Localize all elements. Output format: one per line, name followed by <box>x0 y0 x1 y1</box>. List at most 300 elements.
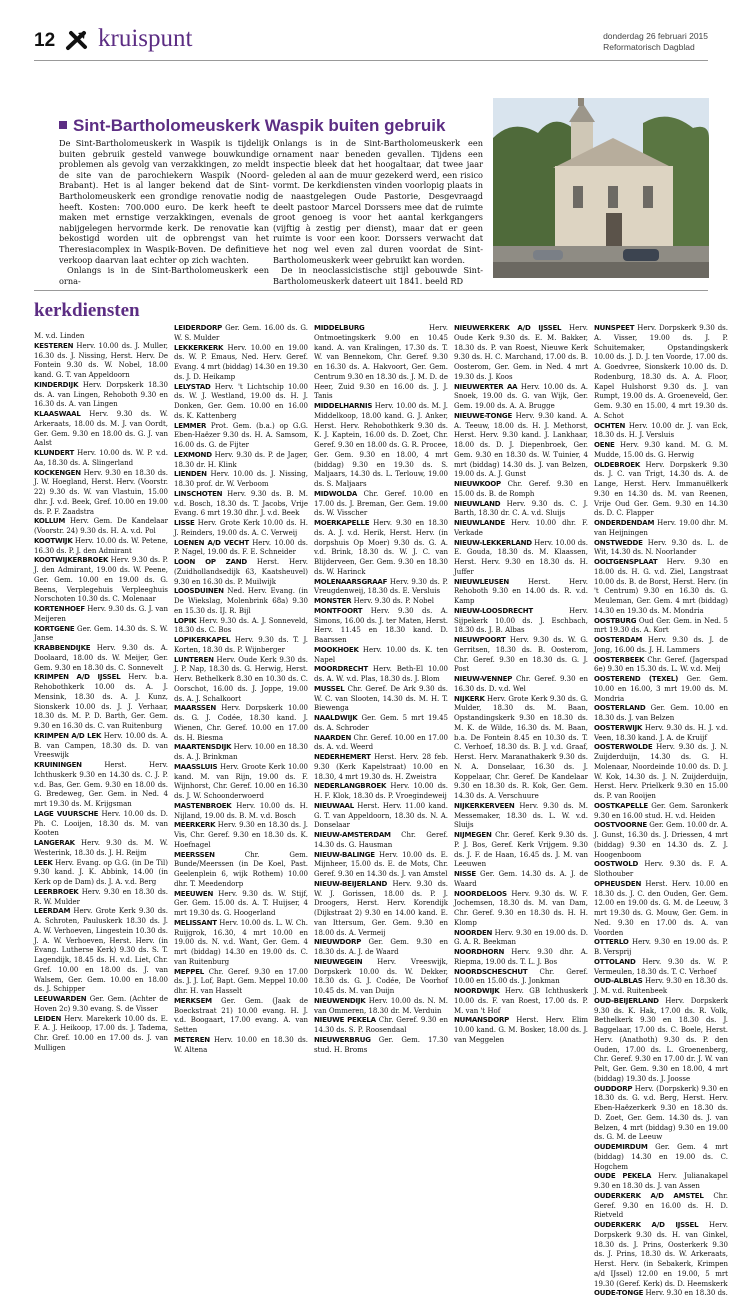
listing-place: MONSTER <box>314 597 352 605</box>
listing-place: MIDWOLDA <box>314 489 358 498</box>
listing-entry <box>454 383 588 412</box>
listing-services: Herv. Dorpskerk 9.30 ds. J. C. van Trigt, 14.30 ds. A. de Lange, Herst. Herv. Immanuëlkerk 9.30 en 14.30 ds. M. van Reenen, Vrije Oud Ger. Gem. 9.30 en 14.30 ds. D. C. Flapper <box>594 460 728 518</box>
listing-entry <box>594 704 728 724</box>
listing-place: LOON OP ZAND <box>174 558 248 566</box>
listing-place: NIEUWDORP <box>314 938 362 947</box>
listing-place: MEPPEL <box>174 967 205 976</box>
listing-place: OLDEBROEK <box>594 460 641 469</box>
article-last-text: De in neoclassicistische stijl gebouwde Sint-Bartholomeuskerk dateert uit 1841. <box>273 265 483 286</box>
listing-place: MEEUWEN <box>174 889 214 898</box>
listing-place: LINSCHOTEN <box>174 489 223 498</box>
listing-entry <box>314 782 448 802</box>
listing-services: Ger. Gem. 17.30 stud. H. Broms <box>314 1035 448 1054</box>
listing-services: Herst. Herv. (Zuidhollandsedijk 63, Kaatsheuvel) 9.30 en 16.30 ds. P. Muilwijk <box>174 558 308 586</box>
listing-entry <box>594 422 728 442</box>
listing-entry <box>174 997 308 1036</box>
listing-services: Herv. Oude Kerk 9.30 ds. E. M. Bakker, 18.30 ds. P. van Roest, Nieuwe Kerk 9.30 ds. H. C. Marchand, 17.00 ds. B. Oosterom, Ger. Gem. in Ned. 4 mrt 19.30 ds. J. Koos <box>454 324 588 381</box>
listing-place: LEERBROEK <box>34 887 79 896</box>
listing-services: Herv. Evang. op G.G. (in De Til) 9.30 kand. J. K. Abbink, 14.00 (in Kerk op de Dam) ds. J. A. v.d. Berg <box>34 858 168 886</box>
listing-services: Herv. 9.30 en 19.00 ds. P. B. Versprij <box>594 938 728 956</box>
listing-place: LIENDEN <box>174 470 207 479</box>
listing-place: NIJMEGEN <box>454 831 492 839</box>
listing-place: LEERDAM <box>34 907 71 916</box>
listing-services: Herv. Dorpskerk 9.30 ds. A. Visser, 19.00 ds. J. P. Schuitemaker, Opstandingskerk 10.00 ds. J. D. J. ten Voorde, 17.00 ds. A. Goedvree, Sionskerk 10.00 ds. D. Rodenburg, 18.30 ds. A. A. Floor, Kapel Hulshorst 9.30 ds. J. van Rumpt, 19.00 ds. A. Groeneveld, Ger. Gem. 9.30 en 15.00, 4 mrt 19.30 ds. A. Schot <box>594 324 728 420</box>
listing-services: Chr. Geref. Kerk 9.30 ds. P. J. Bos, Geref. Kerk Vrijgem. 9.30 ds. J. F. de Haan, 16.45 ds. J. M. van Leeuwen <box>454 831 588 869</box>
listing-place: ONSTWEDDE <box>594 538 643 547</box>
listing-entry <box>594 724 728 744</box>
listing-place: OENE <box>594 441 615 449</box>
listing-services: Ger. Gem. Saronkerk 9.30 en 16.00 stud. H. v.d. Heiden <box>594 801 728 820</box>
listing-place: LOENEN A/D VECHT <box>174 538 249 547</box>
listing-entry <box>174 383 308 422</box>
listing-entry <box>314 802 448 831</box>
listing-services: Herst. Herv. 11.00 kand. G. T. van Appeldoorn, 18.30 ds. N. A. Donselaar <box>314 801 448 830</box>
listing-place: OUDEMIRDUM <box>594 1143 648 1151</box>
listing-place: NIEUW-BEIJERLAND <box>314 879 388 888</box>
listing-entry <box>454 802 588 831</box>
listing-place: KRIMPEN A/D LEK <box>34 731 102 740</box>
listing-entry <box>314 734 448 754</box>
listing-services: Herv. 10.00 en 18.30 ds. A. J. Brinkman <box>174 743 308 761</box>
listing-services: Herv. (Dorpskerk) 9.30 en 18.30 ds. G. v.d. Berg, Herst. Herv. Eben-Haëzerkerk 9.30 en 18.30 ds. D. Zoet, Ger. Gem. 14.30 ds. J. van Belzen, 4 mrt (biddag) 9.30 en 19.00 ds. G. M. de Leeuw <box>594 1084 728 1142</box>
listing-place: KINDERDIJK <box>34 380 79 389</box>
listing-entry <box>174 470 308 490</box>
listing-entry <box>174 919 308 968</box>
listing-place: LEIDEN <box>34 1014 62 1023</box>
listing-entry <box>314 685 448 714</box>
listing-entry <box>454 578 588 607</box>
listing-place: NIEUW-VENNEP <box>454 675 513 683</box>
header-meta <box>603 31 708 53</box>
listing-entry <box>314 997 448 1017</box>
listing-services: Chr. Geref. De Ark 9.30 ds. W. C. van Slooten, 14.30 ds. M. H. T. Biewenga <box>314 684 448 713</box>
listing-entry <box>594 558 728 617</box>
listing-place: OOSTEREND (TEXEL) <box>594 675 679 683</box>
listing-services: Ger. Gem. 10.00 dr. A. J. Gunst, 16.30 ds. J. Driessen, 4 mrt (biddag) 9.30 en 14.30 ds. Z. J. Hoogenboom <box>594 821 728 859</box>
listing-place: KRIMPEN A/D IJSSEL <box>34 673 121 682</box>
listing-services: Chr. Geref. 14.30 ds. G. Hausman <box>314 831 448 849</box>
listing-entry <box>314 1016 448 1036</box>
listing-entry <box>34 556 168 605</box>
listing-place: NOORDEN <box>454 928 493 937</box>
listing-place: LEIDERDORP <box>174 324 223 332</box>
listing-services: Herv. 9.30 ds. A. J. Sonneveld, 18.30 ds. C. Bos <box>174 616 308 635</box>
listing-services: Herv. Grote Kerk 9.30 ds. A. Schroten, Pauluskerk 18.30 ds. J. A. W. Verhoeven, Lingestein 10.30 ds. J. A. W. Verhoeven, Herst. Herv. (in Evang. Lutherse Kerk) 9.30 ds. S. T. Lagendijk, 18.45 ds. H. v.d. Liet, Chr. Gref. 10.00 en 18.00 ds. J. van Walsem, Ger. Gem. 10.00 en 18.00 ds. J. Schipper <box>34 907 168 994</box>
listing-services: Herv. 9.30 kand. M. G. M. Mudde, 15.00 ds. G. Herwig <box>594 441 728 459</box>
listing-place: MIDDELHARNIS <box>314 402 373 410</box>
listing-place: MIDDELBURG <box>314 324 365 332</box>
listing-services: Herv. 10.00 ds. L. W. Ch. Ruijgrok, 16.30, 4 mrt 10.00 en 19.00 ds. N. v.d. Want, Ger. Gem. 4 mrt (biddag) 14.30 en 19.00 ds. C. van Ruitenburg <box>174 918 308 966</box>
article-paragraph: Onlangs is in de Sint-Bartholomeuskerk een ornament naar beneden gevallen. Tijdens een inspectie bleek dat het hoogaltaar, dat twee jaar geleden al aan de muur gezekerd werd, een risico vormt. De kerkdiensten vinden voorlopig plaats in de naastgelegen Oude Pastorie, Desgevraagd deelt pastoor Marcel Dorssers mee dat de ruimte groot genoeg is voor het aantal kerkgangers (vijftig à zestig per dienst), maar dat er geen ruimte is voor een koor. Dorssers verwacht dat het nog wel even zal duren voordat de Sint-Bartholomeuskerk weer gebruikt kan worden. <box>273 138 483 265</box>
listing-place: NISSE <box>454 870 477 878</box>
listing-place: LANGERAK <box>34 839 75 847</box>
listing-place: LEEK <box>34 858 53 867</box>
listing-services: Herv. 10.00 ds. K. ten Napel <box>314 645 448 664</box>
listing-entry <box>34 888 168 908</box>
listing-place: OTTERLO <box>594 938 629 947</box>
listing-place: NAALDWIJK <box>314 714 358 722</box>
listing-place: MONTFOORT <box>314 606 363 615</box>
listing-services: Herv. Gem. De Kandelaar (Voorstr. 24) 9.30 ds. H. A. v.d. Pol <box>34 517 168 535</box>
listing-place: METEREN <box>174 1035 210 1044</box>
section-name: kruispunt <box>98 25 193 52</box>
listing-services: Ger. Gem. 4 mrt (biddag) 14.30 en 19.00 ds. C. Hogchem <box>594 1143 728 1171</box>
listing-place: OOSTERDAM <box>594 636 643 644</box>
listing-entry <box>454 412 588 480</box>
listing-services: Herv. Grote Kerk 9.30 ds. G. Mulder, 18.30 ds. M. Baan, Opstandingskerk 9.30 en 18.30 ds. M. K. de Wilde, 16.30 ds. M. Baan, b.a. De Fontein 8.45 en 10.30 ds. T. C. Verhoef, 18.30 ds. B. J. v.d. Graaf, Herst. Herv. Maranathakerk 9.30 ds. N. A. Donselaar, 16.30 ds. J. Koppelaar, Chr. Geref. De Kandelaar 9.30 en 18.30 ds. R. Kok, Ger. Gem. 14.30 ds. A. Verschuure <box>454 694 588 800</box>
listing-services: Ger. Gem. 10.00 en 16.00, 3 mrt 19.00 ds. M. Mondria <box>594 675 728 703</box>
article-title-text: Sint-Bartholomeuskerk Waspik buiten gebruik <box>73 116 446 135</box>
listing-entry <box>174 324 308 344</box>
listing-entry <box>594 1221 728 1289</box>
listing-entry <box>594 802 728 822</box>
listing-entry <box>454 675 588 695</box>
listing-services: Herv. 9.30 ds. L. de Wit, 14.30 ds. N. Noorlander <box>594 538 728 557</box>
listing-place: NIEUWEGEIN <box>314 957 363 966</box>
listing-entry <box>174 587 308 616</box>
listing-entry <box>174 743 308 763</box>
listing-services: Herv. 9.30 en 18.30 ds. J. M. v.d. Ruitenbeek <box>594 977 728 995</box>
listing-services: Herv. 10.00 ds. H. F. Klok, 18.30 ds. P. Vroegindeweij <box>314 782 448 800</box>
listing-entry <box>454 636 588 675</box>
listing-entry <box>174 656 308 705</box>
listing-services: Ger. Gem. 10.00 en 18.30 ds. J. van Belzen <box>594 704 728 722</box>
listing-place: OOSTERWIJK <box>594 723 643 732</box>
listing-entry <box>314 831 448 851</box>
listing-place: MAASSLUIS <box>174 762 218 771</box>
listing-services: Chr. Geref. 10.00 en 17.00 ds. A. v.d. Weerd <box>314 733 448 752</box>
listing-services: Herv. 9.30 ds. W. Stijf, Ger. Gem. 15.00 ds. A. T. Huijser, 4 mrt 19.30 ds. G. Hoogerland <box>174 889 308 917</box>
listing-entry <box>34 625 168 645</box>
listing-place: OOSTKAPELLE <box>594 801 648 810</box>
listing-services: Herv. 19.00 dhr. M. van Heijningen <box>594 519 728 537</box>
listing-entry <box>454 890 588 929</box>
listing-services: Herv. 10.00 en 18.30 ds. W. Altena <box>174 1035 308 1054</box>
listing-place: OUDDORP <box>594 1084 633 1093</box>
kruispunt-logo-icon <box>66 30 88 50</box>
article-column-1 <box>59 138 269 286</box>
listing-entry <box>34 605 168 625</box>
listing-entry <box>34 839 168 859</box>
listing-services: Herv. 9.30 ds. C. J. Barth, 18.30 dr. C. A. v.d. Sluijs <box>454 499 588 518</box>
listing-place: NOORDELOOS <box>454 889 507 898</box>
listing-place: OOSTBURG <box>594 616 637 625</box>
listing-services: Herst. Herv. 10.00 en 18.30 ds. J. C. den Ouden, Ger. Gem. 12.00 en 19.00 ds. G. M. de Leeuw, 3 mrt 19.30 ds. G. Mouw, Ger. Gem. in Ned. 9.30 en 17.00 ds. A. van Voorden <box>594 879 728 937</box>
article-paragraph-last <box>273 265 483 286</box>
listing-column-1 <box>34 324 168 1060</box>
listing-services: Herv. 9.30 dhr. A. Riepma, 19.00 ds. T. L. J. Bos <box>454 948 588 966</box>
listing-entry <box>454 1016 588 1045</box>
listing-services: Herv. 10.00 ds. E. Mijnheer, 15.00 ds. E. de Mots, Chr. Geref. 9.30 en 14.30 ds. J. van Amstel <box>314 850 448 878</box>
listing-place: KLAASWAAL <box>34 410 81 418</box>
listing-services: Herv. 10.00 ds. A. B. van Campen, 18.30 ds. D. van Vreeswijk <box>34 731 168 760</box>
listing-place: LEMMER <box>174 421 207 430</box>
listing-services: Herv. 9.30 en 18.30 ds. J. W. Hoegland, Herst. Herv. (Voorstr. 22) 9.30 ds. W. van Vlastuin, 15.00 dhr. J. v.d. Beek, Gref. 10.00 en 19.00 ds. P. F. Zaadstra <box>34 468 168 516</box>
listing-entry <box>454 929 588 949</box>
listing-services: Herv. 9.30 ds. A. Simons, 16.00 ds. J. ter Maten, Herst. Herv. 11.45 en 18.30 kand. D. Baarssen <box>314 606 448 644</box>
listing-entry <box>174 617 308 637</box>
listing-entry <box>34 449 168 469</box>
listing-place: ONDERDENDAM <box>594 519 655 527</box>
listing-entry <box>314 607 448 646</box>
listing-place: LELYSTAD <box>174 382 211 391</box>
listing-entry <box>174 636 308 656</box>
listing-place: OTTOLAND <box>594 957 636 966</box>
listing-place: MERKSEM <box>174 996 212 1005</box>
listing-entry <box>454 324 588 383</box>
listing-entry <box>174 821 308 850</box>
listing-services: Herv. 10.00 ds. H. Nijland, 19.00 ds. B. M. v.d. Bosch <box>174 801 308 820</box>
listing-place: OUDE-TONGE <box>594 1289 644 1298</box>
listing-services: Ger. Gem. 14.30 ds. S. W. Janse <box>34 624 168 643</box>
listing-entry <box>314 597 448 607</box>
listing-services: Herv. Dorpskerk 9.30 ds. K. Hak, 17.00 ds. R. Volk, Bethelkerk 9.30 en 18.30 ds. J. Baggelaar, 17.00 ds. C. Boele, Herst. Herv. (Anathoth) 9.30 ds. P. den Ouden, 17.00 ds. L. Groenenberg, Chr. Geref. 9.30 en 17.00 dr. J. W. van Pelt, Ger. Gem. 9.30 en 18.00, 4 mrt (biddag) 19.30 ds. J. Joosse <box>594 996 728 1083</box>
listing-entry <box>594 656 728 676</box>
listing-services: Herv. 9.30 ds. P. de Jager, 18.30 dr. H. Klink <box>174 450 308 469</box>
listing-services: Herv. Dorpskerk 18.30 ds. A. van Lingen, Rehoboth 9.30 en 16.30 ds. A. van Lingen <box>34 380 168 409</box>
listing-services: Herv. 9.30 ds. G. J. van Meijeren <box>34 605 168 623</box>
listing-entry <box>174 802 308 822</box>
listing-services: Oud Ger. Gem. in Ned. 5 mrt 19.30 ds. A. Kort <box>594 616 728 635</box>
listing-place: MAARSSEN <box>174 704 216 713</box>
listing-entry <box>34 644 168 673</box>
listing-entry <box>34 761 168 810</box>
listing-services: Herv. 10.00 ds. E. Gouda, 18.30 ds. M. Klaassen, Herst. Herv. 9.30 en 18.30 ds. H. Juffer <box>454 538 588 576</box>
listing-place: MUSSEL <box>314 684 345 693</box>
listing-services: Herv. 9.30 en 18.00 ds. H. G. v.d. Ziel, Langstraat 10.00 ds. B. de Borst, Herst. Herv. (in 't Centrum) 9.30 en 16.30 ds. G. Meuleman, Ger. Gem. 4 mrt (biddag) 14.30 en 19.30 ds. M. Mondria <box>594 558 728 615</box>
listing-place: NIEUWLEUSEN <box>454 577 510 586</box>
listing-services: Herst. Herv. 28 feb. 9.30 (Kerk Kapelstraat) 10.00 en 18.30, 4 mrt 19.30 ds. H. Zweistra <box>314 753 448 781</box>
listing-services: Herv. GB Ichthuskerk 10.00 ds. F. van Roest, 17.00 ds. P. M. van 't Hof <box>454 987 588 1015</box>
listings-title: kerkdiensten <box>34 300 140 321</box>
listing-place: MAARTENSDIJK <box>174 743 232 752</box>
listing-place: LUNTEREN <box>174 655 214 664</box>
listing-entry <box>454 870 588 890</box>
listing-column-4 <box>454 324 588 1060</box>
listing-entry <box>314 490 448 519</box>
listing-services: Herv. 9.30 ds. W. P. Vermeulen, 18.30 ds. T. C. Verhoef <box>594 957 728 976</box>
listing-place: NIEUW-LEKKERLAND <box>454 538 532 547</box>
listing-entry <box>314 938 448 958</box>
listing-place: NIEUW-BALINGE <box>314 850 375 859</box>
listing-place: NOORDHORN <box>454 948 505 956</box>
listing-services: Herv. 10.00 en 19.00 ds. W. P. Emaus, Ned. Herv. Geref. Evang. 4 mrt (biddag) 14.30 en 19.30 ds. J. D. Heikamp <box>174 343 308 381</box>
listing-services: Herv. Vreeswijk, Dorpskerk 10.00 ds. W. Dekker, 18.30 ds. G. J. Codée, De Voorhof 10.45 ds. M. van Duijn <box>314 957 448 995</box>
listing-entry <box>314 1036 448 1056</box>
listing-services: Herv. 9.30 en 18.30 ds. J. Vis, Chr. Geref. 9.30 en 18.30 ds. K. Hoefnagel <box>174 821 308 849</box>
listing-entry <box>174 1036 308 1056</box>
article-column-2 <box>273 138 483 286</box>
listing-services: Herst. Herv. Ichthuskerk 9.30 en 14.30 ds. C. J. P. v.d. Bas, Ger. Gem. 9.30 en 18.00 ds. G. Bredeweg, Ger. Gem. in Ned. 4 mrt 19.30 ds. M. Krijgsman <box>34 761 168 808</box>
listing-entry <box>594 1172 728 1192</box>
listing-services: Herv. 9.30 ds. M. Messemaker, 18.30 ds. L. W. v.d. Sluijs <box>454 801 588 830</box>
listing-entry <box>454 987 588 1016</box>
page-number: 12 <box>34 30 56 51</box>
listing-services: Herv. 10.00 ds. D. Ph. C. Looijen, 18.30 ds. M. van Kooten <box>34 809 168 838</box>
listing-services: Herv. 10.00 ds. P. Nagel, 19.00 ds. F. E. Schneider <box>174 538 308 557</box>
listing-entry <box>314 880 448 939</box>
listing-services: Herv. 9.30 ds. P. Vreugdenweij, 18.30 ds. E. Versluis <box>314 577 448 596</box>
listing-entry <box>314 958 448 997</box>
listing-entry <box>34 1015 168 1054</box>
listing-place: OUD-BEIJERLAND <box>594 996 659 1005</box>
listing-place: NIEUW-AMSTERDAM <box>314 831 391 839</box>
listing-place: MOORDRECHT <box>314 665 369 674</box>
listing-services: Herv. 9.30 en 18.30 ds. <box>643 1289 728 1298</box>
listing-place: KOOTWIJKERBROEK <box>34 556 109 565</box>
listing-services: Herv. 9.30 ds. F. A. Slothouber <box>594 860 728 878</box>
listing-place: KRABBENDIJKE <box>34 644 91 652</box>
photo-credit: beeld RD <box>424 275 464 286</box>
listing-column-5 <box>594 324 728 1298</box>
listing-entry <box>594 860 728 880</box>
listing-entry <box>594 675 728 704</box>
listing-place: OOSTVOORNE <box>594 821 647 830</box>
listing-entry <box>594 461 728 520</box>
listing-services: Herst. Herv. Elim 10.00 kand. G. M. Bosker, 18.00 ds. J. van Meggelen <box>454 1016 588 1044</box>
listing-entry <box>34 410 168 449</box>
listing-place: MASTENBROEK <box>174 801 232 810</box>
listing-services: Herv. 9.30 ds. H. J. v.d. Veen, 18.30 kand. J. A. de Kruijf <box>594 723 728 742</box>
listing-services: Herv. 10.00 ds. N. M. van Ommeren, 18.30 dr. M. Verduin <box>314 996 448 1015</box>
listing-entry <box>594 880 728 939</box>
header-divider <box>34 60 708 61</box>
listing-services: Herv. 9.30 ds. W. G. Gerritsen, 18.30 ds. B. Oosterom, Chr. Geref. 9.30 en 18.30 ds. G. J. Post <box>454 636 588 674</box>
listing-place: LOPIKERKAPEL <box>174 636 231 644</box>
listing-place: NIEUWERKERK A/D IJSSEL <box>454 324 562 332</box>
newspaper-name: Reformatorisch Dagblad <box>603 42 695 52</box>
listing-services: Herv. 9.30 en 19.00 ds. D. G. A. R. Beekman <box>454 928 588 947</box>
listing-entry <box>34 537 168 557</box>
listing-place: OOSTWOLD <box>594 860 639 869</box>
listing-place: OOSTERLAND <box>594 704 646 713</box>
listing-entry <box>454 500 588 520</box>
listing-services: Ger. Gem. (Jaak de Boeckstraat 21) 10.00 evang. H. J. v.d. Boogaart, 17.00 evang. A. van Setten <box>174 996 308 1034</box>
listing-services: Ger. Gem. 14.30 ds. A. J. de Waard <box>454 870 588 888</box>
listing-place: NIEUWLAND <box>454 499 501 508</box>
listing-place: KRUININGEN <box>34 761 82 769</box>
listing-services: Herv. b.a. Rehobothkerk 10.00 ds. A. J. Mensink, 18.30 ds. A. J. Kunz, Sionskerk 10.00 ds. J. J. Verhaar, 18.30 ds. M. P. D. Barth, Ger. Gem. 9.30 en 16.30 ds. C. van Ruitenburg <box>34 673 168 730</box>
listing-services: Chr. Geref. 9.30 en 14.30 ds. S. P. Roosendaal <box>314 1016 449 1034</box>
listing-services: Herv. Beth-El 10.00 ds. A. W. v.d. Plas, 18.30 ds. J. Blom <box>314 665 448 683</box>
listing-entry <box>314 646 448 666</box>
listing-entry <box>594 1143 728 1172</box>
listing-place: MOLENAARSGRAAF <box>314 577 388 586</box>
listing-place: KESTEREN <box>34 341 74 350</box>
listing-entry <box>34 859 168 888</box>
listing-entry <box>314 714 448 734</box>
listing-place: MEERKERK <box>174 821 216 830</box>
listing-entry <box>454 695 588 802</box>
listing-services: Chr. Geref. (Jagerspad 6e) 9.30 en 15.30 ds. L. W. v.d. Meij <box>594 655 728 674</box>
listing-services: Herv. 10.00 ds. J. Nissing, 18.30 prof. dr. W. Verboom <box>174 470 308 488</box>
listing-entry <box>454 519 588 539</box>
listing-place: NEDERLANGBROEK <box>314 782 387 791</box>
listing-entry <box>314 402 448 490</box>
listing-place: OUDERKERK A/D AMSTEL <box>594 1191 704 1200</box>
listing-services: Herv. 't Lichtschip 10.00 ds. W. J. Westland, 19.00 ds. H. J. Donken, Ger. Gem. 10.00 en 16.00 ds. K. Kattenberg <box>174 382 308 420</box>
listing-services: Chr. Geref. 9.30 en 17.00 ds. J. J. Lof, Bapt. Gem. Meppel 10.00 dhr. H. van Hasselt <box>174 967 308 995</box>
listing-services: Chr. Geref. 10.00 en 15.00 ds. J. Jonkman <box>454 967 588 986</box>
listing-entry <box>454 948 588 968</box>
listing-place: OUDERKERK A/D IJSSEL <box>594 1221 699 1229</box>
listing-entry <box>174 422 308 451</box>
listing-entry <box>594 636 728 656</box>
listing-services: Herv. 9.30 ds. W. Arkeraats, 18.00 ds. M. J. van Oordt, Ger. Gem. 9.30 en 18.00 ds. G. J. van Aalst <box>34 410 168 448</box>
listing-entry <box>174 558 308 587</box>
listing-entry <box>34 995 168 1015</box>
listing-entry <box>174 968 308 997</box>
listing-services: Prot. Gem. (b.a.) op G.G. Eben-Haëzer 9.30 ds. H. A. Samsom, 16.00 ds. G. de Fijter <box>174 421 308 449</box>
listing-column-3 <box>314 324 448 1060</box>
listing-place: NIEUWERBRUG <box>314 1035 371 1044</box>
listing-services: Herv. 10.00 dhr. F. Verkade <box>454 519 588 537</box>
listing-services: Ger. Gem. 5 mrt 19.45 ds. A. Schroder <box>314 714 448 732</box>
listing-entry <box>594 977 728 997</box>
listing-place: MOERKAPELLE <box>314 519 370 527</box>
listing-services: Herv. Oude Kerk 9.30 ds. J. P. Nap, 18.30 ds. G. Herwig, Herst. Herv. Bethelkerk 8.30 en 10.30 ds. C. Oorschot, 16.00 ds. J. Joppe, 19.00 ds. A. J. Schalkoort <box>174 655 308 703</box>
listing-services: Chr. Geref. 9.30 en 15.00 ds. B. de Romph <box>454 480 588 498</box>
listing-entry <box>594 958 728 978</box>
listing-services: Ger. Gem. (Achter de Hoven 2c) 9.30 evang. S. de Visser <box>34 995 168 1013</box>
listing-entry <box>174 763 308 802</box>
listing-place: NIEUWE-TONGE <box>454 411 513 420</box>
listing-entry <box>34 342 168 381</box>
listing-place: LISSE <box>174 519 195 527</box>
listing-place: LEXMOND <box>174 450 212 459</box>
listing-services: Chr. Geref. 9.30 en 16.00 ds. H. D. Rietveld <box>594 1191 728 1220</box>
listing-entry <box>454 968 588 988</box>
listing-entry <box>174 344 308 383</box>
listing-entry <box>594 324 728 422</box>
listing-place: MELISSANT <box>174 918 217 927</box>
listing-entry <box>34 517 168 537</box>
listing-entry <box>454 607 588 636</box>
listing-place: KLUNDERT <box>34 449 75 457</box>
listing-entry <box>594 1192 728 1221</box>
listing-place: NOORDSCHESCHUT <box>454 967 528 976</box>
listing-place: NOORDWIJK <box>454 987 500 995</box>
listing-entry <box>174 451 308 471</box>
listing-services: Herv. 9.30 ds. W. J. Gorissen, 18.00 ds. P. J. Droogers, Herst. Herv. Korendijk (Dijkstraat 2) 9.30 en 14.00 kand. E. van Ittersum, Ger. Gem. 9.30 en 18.00 ds. A. Vermeij <box>314 879 448 937</box>
listing-place: NIEUWPOORT <box>454 636 506 644</box>
listing-services: Herv. Ontmoetingskerk 9.00 en 10.45 kand. A. van Kralingen, 17.30 ds. T. W. van Bennekom, Chr. Geref. 9.30 en 16.30 ds. A. Hakvoort, Ger. Gem. Centrum 9.30 en 18.30 ds. J. M. D. de Heer, Zuid 9.30 en 16.00 ds. J. J. Tanis <box>314 324 448 401</box>
listing-entry <box>594 821 728 860</box>
listing-services: Herv. Dorpskerk 10.00 ds. G. J. Codée, 18.30 kand. J. Wienen, Chr. Geref. 10.00 en 17.00 ds. H. Biesma <box>174 704 308 742</box>
listing-column-2 <box>174 324 308 1060</box>
listing-services: Chr. Geref. 10.00 en 17.00 ds. J. Breman, Ger. Gem. 19.00 ds. W. Visscher <box>314 489 448 518</box>
listing-place: KOOTWIJK <box>34 536 73 545</box>
listing-services: Herv. Sijpekerk 10.00 ds. J. Eschbach, 18.30 ds. J. B. Albas <box>454 606 588 635</box>
listing-place: LEKKERKERK <box>174 343 224 352</box>
listing-services: Herv. Dorpskerk 9.30 ds. H. van Ginkel, 18.30 ds. J. Prins, Oosterkerk 9.30 ds. J. Prins, 18.30 ds. W. Arkeraats, Herst. Herv. (in Sebakerk, Krimpen a/d IJssel) 12.00 en 19.00, 5 mrt 19.30 (Geref. Kerk) ds. D. Heemskerk <box>594 1221 728 1288</box>
listing-place: LOOSDUINEN <box>174 587 224 596</box>
listing-services: Ger. Gem. 9.30 en 18.30 ds. A. J. de Waard <box>314 938 448 956</box>
listing-entry <box>594 1085 728 1144</box>
listing-entry <box>594 938 728 958</box>
listing-services: Herv. 9.30 kand. A. A. Teeuw, 18.00 ds. H. J. Methorst, Herst. Herv. 9.30 kand. J. Lankhaar, 18.00 ds. D. J. Diepenbroek, Ger. Gem. 9.30 en 18.30 ds. W. Tuinier, 4 mrt (biddag) 14.30 ds. J. van Belzen, 19.00 ds. A. J. Gunst <box>454 411 588 479</box>
listing-intro: M. v.d. Linden <box>34 332 85 340</box>
listing-entry <box>174 519 308 539</box>
listing-place: NIEUWERTER AA <box>454 382 518 391</box>
listing-services: Herst. Herv. Rehoboth 9.30 en 14.00 ds. R. v.d. Kamp <box>454 577 588 605</box>
listing-place: NIEUWE PEKELA <box>314 1016 376 1025</box>
listing-place: LOPIK <box>174 616 197 625</box>
listing-entry <box>34 810 168 839</box>
listing-entry <box>454 480 588 500</box>
listing-place: NIEUWAAL <box>314 801 355 810</box>
listing-services: Herv. 9.30 ds. B. M. v.d. Bosch, 18.30 ds. T. Jacobs, Vrije Evang. 6 mrt 19.30 dhr. J. v.d. Beek <box>174 489 308 518</box>
